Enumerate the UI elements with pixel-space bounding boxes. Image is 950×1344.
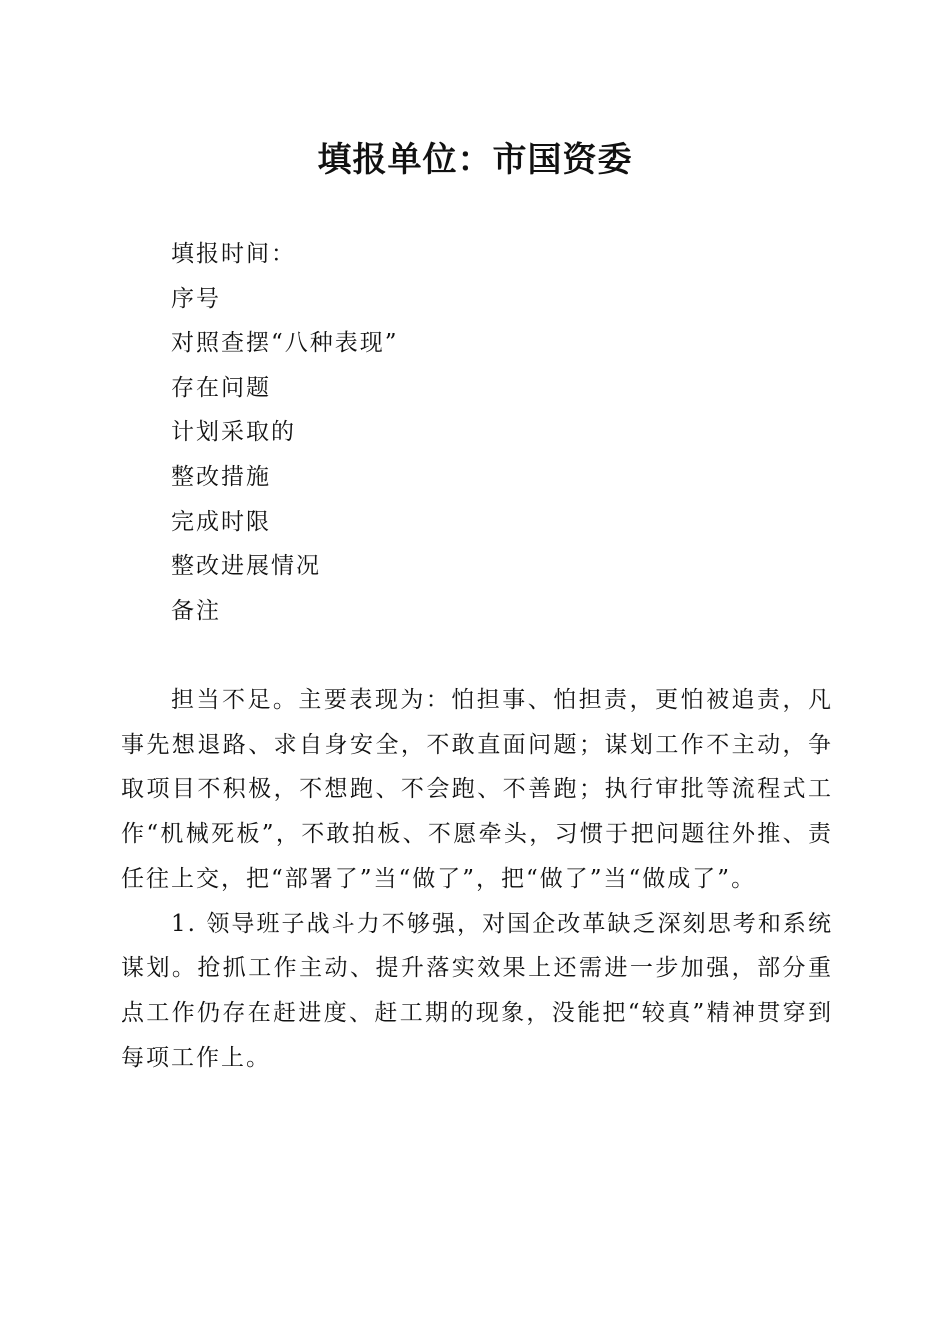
paragraph-item-1: 1. 领导班子战斗力不够强，对国企改革缺乏深刻思考和系统谋划。抢抓工作主动、提升落实效果上还需进一步加强，部分重点工作仍存在赶进度、赶工期的现象，没能把“较真”精神贯穿到每项工作上。 [121,910,833,1071]
field-deadline: 完成时限 [171,508,271,535]
paragraph-insufficient-responsibility: 担当不足。主要表现为：怕担事、怕担责，更怕被追责，凡事先想退路、求自身安全，不敢直面问题；谋划工作不主动，争取项目不积极，不想跑、不会跑、不善跑；执行审批等流程式工作“机械死板”，不敢拍板、不愿牵头，习惯于把问题往外推、责任往上交，把“部署了”当“做了”，把“做了”当“做成了”。 [121,687,833,892]
document-title: 填报单位：市国资委 [317,140,633,180]
field-planned: 计划采取的 [171,419,296,446]
field-progress: 整改进展情况 [171,553,321,580]
field-remarks: 备注 [171,597,221,624]
field-fill-time: 填报时间： [171,241,296,267]
field-rectification-measures: 整改措施 [171,463,271,490]
field-eight-manifestations: 对照查摆“八种表现” [171,330,399,357]
field-existing-problems: 存在问题 [171,374,271,401]
field-serial-number: 序号 [171,285,221,312]
form-field-list [171,232,831,633]
body-text [121,678,833,1080]
